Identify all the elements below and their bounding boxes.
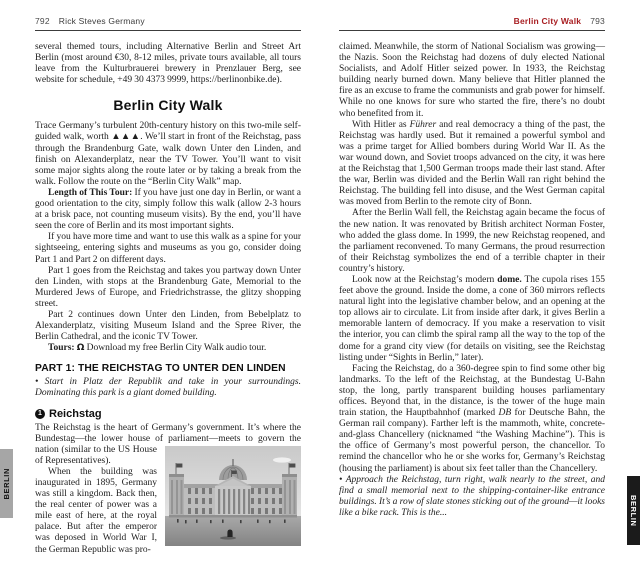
text-run: Facing the Reichstag, do a 360-degree spin to find some other big landmarks. To the left of the Reichstag, at the Bundestag U-Bahn stop, the long, partly transparent building houses parliamentary offices. Beyond that, in the distance, is the tower of the huge main train station, the Hauptbahnhof (marked xyxy=(339,363,605,419)
text-run: dome. xyxy=(497,274,522,285)
text-run: Tours: xyxy=(48,343,75,354)
sight-body xyxy=(35,423,301,556)
sight-number-badge: 1 xyxy=(35,409,45,419)
text-run: for Deutsche Bahn, the German rail company). Farther left is the mammoth, white, concrete-and-glass Chancellery (nicknamed “the Washing Machine”). This is the office of Germany’s most powerful person, the chancellor. To remind the chancellor who he or she works for, Germany’s Reichstag (housing the parliament) is about six feet taller than the Chancellery. xyxy=(339,408,605,474)
sight-heading-reichstag xyxy=(35,408,301,420)
paragraph-part2-summary xyxy=(35,310,301,343)
section-tab-berlin-left xyxy=(0,449,13,518)
headphones-icon: Ω xyxy=(76,343,85,354)
paragraph-nazis xyxy=(339,42,605,120)
direction-note-approach xyxy=(339,475,605,519)
text-run: claimed. Meanwhile, the storm of National Socialism was growing—the Nazis. Soon the Reichstag had dozens of duly elected National Socialists, and Adolf Hitler seized power. In 1933, the Reichstag building nearly burned down. Many believe that Hitler planned the fire as an excuse to frame the communists and grab power for himself. While no one knows for sure who started the fire, there’s no doubt who benefited from it. xyxy=(339,42,605,119)
text-run: nation (similar to the US House of Representatives). xyxy=(35,444,157,466)
text-run-group xyxy=(35,445,157,466)
text-run: After the Berlin Wall fell, the Reichstag again became the focus of the new nation. It was renovated by British architect Norman Foster, who added the glass dome. In 1999, the new Reichstag reopened, and the parliament reconvened. To many Germans, the proud resurrection of their Reichstag symbolizes the end of a terrible chapter in their country’s history. xyxy=(339,208,605,274)
paragraph-more-time xyxy=(35,232,301,265)
running-head-left xyxy=(35,16,301,31)
text-run: Download my free Berlin City Walk audio tour. xyxy=(84,343,267,354)
text-run: • Approach the Reichstag, turn right, walk nearly to the street, and find a small memorial next to the shipping-container-like entrance buildings. It’s a row of slate stones sticking out of the ground—it looks like a bike rack. This is the... xyxy=(339,474,605,518)
text-run: Führer xyxy=(409,119,437,130)
running-head-right xyxy=(339,16,605,31)
book-title: Rick Steves Germany xyxy=(58,16,145,26)
text-run: The cupola rises 155 feet above the ground. Inside the dome, a cone of 360 mirrors reflects natural light into the legislative chamber below, and an opening at the top allows air to circulate. Lit from inside after dark, it gives Berlin a memorable lantern of democracy. If you make a reservation to visit the interior, you can climb the spiral ramp all the way to the top of the dome for a grand city view (for details on visiting, see the Reichstag listing under “Sights in Berlin,” later). xyxy=(339,274,605,363)
section-tab-label: BERLIN xyxy=(2,467,11,500)
text-run: With Hitler as xyxy=(352,119,410,130)
text-run: and real democracy a thing of the past, the Reichstag was hardly used. But it remained a powerful symbol and was a prime target for Allied bombers during World War II. As the war wound down, and Soviet troops advanced on the city, it was here at the Reichstag that 1,500 German troops made their last stand. After the war, Berlin was divided and the Berlin Wall ran right behind the Reichstag. The building fell into disuse, and the West German capital was moved from Berlin to the remote city of Bonn. xyxy=(339,119,606,208)
reichstag-photo xyxy=(165,446,301,546)
text-run: If you have just one day in Berlin, or want a good orientation to the city, simply follow this walk (allow 2-3 hours at a brisk pace, not counting museum visits). By the end, you’ll have seen the core of Berlin and its most important sights. xyxy=(35,187,301,232)
page-793 xyxy=(339,16,605,519)
paragraph-tours xyxy=(35,343,301,354)
text-run: Part 1 goes from the Reichstag and takes you partway down Unter den Linden, with stops at the Brandenburg Gate, Memorial to the Murdered Jews of Europe, and Friedrichstrasse, the glitzy shopping street. xyxy=(35,265,301,309)
section-tab-label: BERLIN xyxy=(629,494,638,527)
text-run: Trace Germany’s turbulent 20th-century history on this two-mile self-guided walk, worth ▲▲▲. We’ll start in front of the Reichstag, pass through the Brandenburg Gate, walk down Unter den Linden, and finish on Alexanderplatz, near the TV Tower. You’ll want to visit some major sights along the route later or by taking a break from the walk. Follow the route on the “Berlin City Walk” map. xyxy=(35,121,301,187)
sight-name: Reichstag xyxy=(49,407,102,420)
section-tab-berlin-right xyxy=(627,476,640,545)
text-run: Part 2 continues down Unter den Linden, from Bebelplatz to Alexanderplatz, visiting Museum Island and the Spree River, the Berlin Cathedral, and the iconic TV Tower. xyxy=(35,309,301,343)
paragraph-landmarks xyxy=(339,364,605,475)
chapter-title-running: Berlin City Walk xyxy=(513,16,582,26)
paragraph-hitler-fuhrer xyxy=(339,120,605,209)
text-run: The Reichstag is the heart of Germany’s government. It’s where the Bundestag—the lower house of parliament—meets to govern the xyxy=(35,422,301,444)
page-number-right: 793 xyxy=(590,16,605,26)
direction-note xyxy=(35,377,301,399)
paragraph-length xyxy=(35,188,301,232)
paragraph-reichstag-1 xyxy=(35,423,301,467)
page-792 xyxy=(35,16,301,556)
part1-heading: PART 1: THE REICHSTAG TO UNTER DEN LINDEN xyxy=(35,363,286,375)
paragraph-dome xyxy=(339,275,605,364)
text-run: Look now at the Reichstag’s modern xyxy=(352,274,498,285)
page-number-left: 792 xyxy=(35,16,50,26)
text-run: If you have more time and want to use this walk as a spine for your sightseeing, entering sights and museums as you go, consider doing Part 1 and Part 2 on different days. xyxy=(35,232,301,265)
text-run: DB xyxy=(498,408,512,419)
text-run: Length of This Tour: xyxy=(48,187,133,198)
paragraph-wall-fell xyxy=(339,208,605,275)
text-run: several themed tours, including Alternative Berlin and Street Art Berlin (most around €30, 8-12 miles, private tours available, all tours leave from the Kulturbrauerei brewery in Prenzlauer Berg, see website for schedule, +49 30 4373 9999, https://berlinonbike.de). xyxy=(35,42,301,86)
text-run-group xyxy=(35,423,301,444)
text-run: When the building was inaugurated in 1895, Germany was still a kingdom. Back then, the real center of power was a mile east of here, at the royal palace. But after the emperor was deposed in World War I, the German Republic was pro- xyxy=(35,466,157,555)
chapter-title: Berlin City Walk xyxy=(113,97,223,114)
paragraph-intro xyxy=(35,121,301,188)
paragraph-part1-summary xyxy=(35,266,301,310)
paragraph-continuation xyxy=(35,42,301,86)
text-run: • Start in Platz der Republik and take in your surroundings. Dominating this park is a giant domed building. xyxy=(35,377,301,399)
